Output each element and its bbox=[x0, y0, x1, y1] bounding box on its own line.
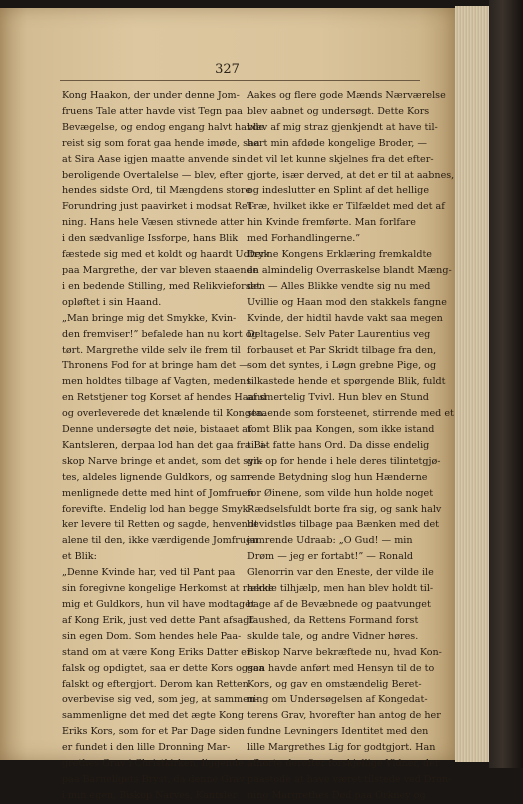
text-line: reist sig som forat gaa hende imøde, saa bbox=[62, 137, 260, 149]
page-edges bbox=[455, 6, 489, 762]
text-line: Biskop Narve bekræftede nu, hvad Kon- bbox=[247, 646, 442, 658]
text-line: falskt og eftergjort. Derom kan Retten bbox=[62, 678, 249, 690]
text-line: som det syntes, i Løgn grebne Pige, og bbox=[247, 360, 437, 372]
text-line: gen havde anført med Hensyn til de to bbox=[247, 662, 435, 674]
book-cover bbox=[489, 0, 523, 768]
text-line: forbauset et Par Skridt tilbage fra den, bbox=[247, 344, 437, 356]
text-line: et Blik: bbox=[62, 551, 97, 563]
text-line: paastode at have været tilstede ved Dron- bbox=[247, 773, 452, 785]
header-rule bbox=[60, 80, 420, 81]
text-line: den fremviser!” befalede han nu kort og bbox=[62, 328, 258, 340]
text-line: Træ, hvilket ikke er Tilfældet med det af bbox=[247, 201, 445, 213]
text-line: mig et Guldkors, hun vil have modtaget bbox=[62, 599, 255, 610]
text-line: Rædselsfuldt borte fra sig, og sank halv bbox=[247, 503, 442, 515]
text-line: „Denne Kvinde har, ved til Pant paa bbox=[62, 567, 236, 579]
text-line: til at fatte hans Ord. Da disse endelig bbox=[247, 439, 430, 451]
text-line: paa Barneligets Bryst, da denne Grav bbox=[62, 773, 245, 785]
text-line: en Retstjener tog Korset af hendes Haand bbox=[62, 392, 267, 404]
text-line: bevidstløs tilbage paa Bænken med det bbox=[247, 519, 440, 531]
text-line: i min egen, Biskop Narves, Kantsler bbox=[62, 789, 238, 801]
text-line: og overleverede det knælende til Kongen. bbox=[62, 408, 266, 420]
text-line: Denne Kongens Erklæring fremkaldte bbox=[247, 249, 432, 261]
text-line: Kantsleren, derpaa lod han det gaa fra Bi- bbox=[62, 439, 267, 451]
left-text-column bbox=[62, 88, 274, 804]
text-line: jamrende Udraab: „O Gud! — min bbox=[247, 535, 413, 547]
text-line: Kong Haakon, der under denne Jom- bbox=[62, 90, 240, 101]
text-line: tilkastede hende et spørgende Blik, fuldt bbox=[247, 376, 446, 388]
text-line: Bevægelse, og endog engang halvt havde bbox=[62, 121, 265, 133]
text-line: beroligende Overtalelse — blev, efter bbox=[62, 169, 244, 181]
text-line: bage af de Bevæbnede og paatvunget bbox=[247, 599, 431, 610]
text-line: men holdtes tilbage af Vagten, medens bbox=[62, 376, 252, 388]
text-line: hende tilhjælp, men han blev holdt til- bbox=[247, 583, 434, 595]
text-line: hin Kvinde fremførte. Man forlfare bbox=[247, 217, 416, 229]
right-text-column bbox=[247, 88, 455, 804]
text-line: „Man bringe mig det Smykke, Kvin- bbox=[62, 312, 237, 324]
text-line: sin foregivne kongelige Herkomst at række bbox=[62, 583, 274, 595]
text-line: af smertelig Tvivl. Hun blev en Stund bbox=[247, 392, 429, 404]
text-line: terens Grav, hvorefter han antog de her bbox=[247, 710, 441, 722]
text-line: lille Margrethes Lig for godtgjort. Han bbox=[247, 742, 436, 754]
text-line: det vil let kunne skjelnes fra det efter- bbox=[247, 153, 434, 165]
text-line: alene til den, ikke værdigende Jomfruen bbox=[62, 535, 258, 547]
text-line: Kors, og gav en omstændelig Beret- bbox=[247, 678, 422, 690]
text-line: Aakes og flere gode Mænds Nærværelse bbox=[247, 90, 446, 101]
text-line: ning om Undersøgelsen af Kongedat- bbox=[247, 694, 428, 706]
text-line: gjorte, især derved, at det er til at aabnes, bbox=[247, 169, 455, 181]
text-line: fruens Tale atter havde vist Tegn paa bbox=[62, 105, 243, 117]
text-line: sin egen Dom. Som hendes hele Paa- bbox=[62, 630, 242, 642]
text-line: skop Narve bringe et andet, som det syn- bbox=[62, 455, 263, 467]
text-line: med Forhandlingerne.” bbox=[247, 233, 361, 245]
text-line: Uvillie og Haan mod den stakkels fangne bbox=[247, 296, 447, 308]
text-line: blev af mig straz gjenkjendt at have til- bbox=[247, 121, 438, 133]
text-line: falsk og opdigtet, saa er dette Kors ogsaa bbox=[62, 662, 265, 674]
text-line: Kvinde, der hidtil havde vakt saa megen bbox=[247, 312, 443, 324]
text-line: i en bedende Stilling, med Relikvieforset bbox=[62, 280, 261, 292]
text-line: hendes sidste Ord, til Mængdens store bbox=[62, 185, 252, 197]
text-line: Drøm — jeg er fortabt!” — Ronald bbox=[247, 551, 414, 563]
text-line: ning. Hans hele Væsen stivnede atter bbox=[62, 217, 245, 229]
text-line: grethes Grav i Christkirken, liggende bbox=[62, 758, 244, 770]
text-line: Taushed, da Rettens Formand forst bbox=[247, 614, 419, 626]
text-line: og indeslutter en Splint af det hellige bbox=[247, 185, 429, 197]
text-line: fundne Levningers Identitet med den bbox=[247, 726, 429, 738]
text-line: Thronens Fod for at bringe ham det — bbox=[62, 360, 249, 372]
text-line: afhørte derefter forskjellige Vidner, der bbox=[247, 758, 440, 770]
text-line: i den sædvanlige Issforpe, hans Blik bbox=[62, 233, 239, 245]
text-line: tes, aldeles lignende Guldkors, og sam- bbox=[62, 471, 254, 483]
text-line: Denne undersøgte det nøie, bistaaet af bbox=[62, 424, 252, 436]
text-line: Forundring just paavirket i modsat Ret- bbox=[62, 201, 255, 213]
text-line: menlignede dette med hint of Jomfruen bbox=[62, 487, 254, 499]
text-line: hørt min afdøde kongelige Broder, — bbox=[247, 137, 427, 149]
page-number: 327 bbox=[215, 62, 240, 77]
text-line: for Øinene, som vilde hun holde noget bbox=[247, 487, 434, 499]
text-line: ker levere til Retten og sagde, henvendt bbox=[62, 519, 258, 531]
text-line: skulde tale, og andre Vidner høres. bbox=[247, 630, 419, 642]
text-line: er fundet i den lille Dronning Mar- bbox=[62, 742, 231, 754]
text-line: sammenligne det med det ægte Kong bbox=[62, 710, 245, 722]
text-line: stand om at være Kong Eriks Datter er bbox=[62, 646, 252, 658]
text-line: blev aabnet og undersøgt. Dette Kors bbox=[247, 105, 430, 117]
text-line: overbevise sig ved, som jeg, at sammen- bbox=[62, 694, 259, 706]
text-line: at Sira Aase igjen maatte anvende sin bbox=[62, 153, 247, 165]
text-line: af Kong Erik, just ved dette Pant afsagt bbox=[62, 614, 254, 626]
text-line: paa Margrethe, der var bleven staaende bbox=[62, 264, 259, 276]
text-line: gik op for hende i hele deres tilintetgjø- bbox=[247, 455, 441, 467]
text-line: tørt. Margrethe vilde selv ile frem til bbox=[62, 344, 241, 356]
text-line: den — Alles Blikke vendte sig nu med bbox=[247, 280, 431, 292]
text-line: tomt Blik paa Kongen, som ikke istand bbox=[247, 424, 435, 436]
text-line: Eriks Kors, som for et Par Dage siden bbox=[62, 726, 245, 738]
text-line: forevifte. Endelig lod han begge Smyk- bbox=[62, 503, 252, 515]
text-line: en almindelig Overraskelse blandt Mæng- bbox=[247, 264, 452, 276]
book-page bbox=[0, 8, 455, 801]
text-line: fæstede sig med et koldt og haardt Udtryk bbox=[62, 249, 270, 261]
text-line: ning Margrethes Død paa Orkney og bbox=[247, 789, 426, 801]
text-line: Deltagelse. Selv Pater Laurentius veg bbox=[247, 328, 431, 340]
text-line: Glenorrin var den Eneste, der vilde ile bbox=[247, 567, 434, 579]
text-line: rende Betydning slog hun Hænderne bbox=[247, 471, 428, 483]
text-line: staaende som forsteenet, stirrende med et bbox=[247, 408, 454, 420]
text-line: opløftet i sin Haand. bbox=[62, 296, 162, 308]
